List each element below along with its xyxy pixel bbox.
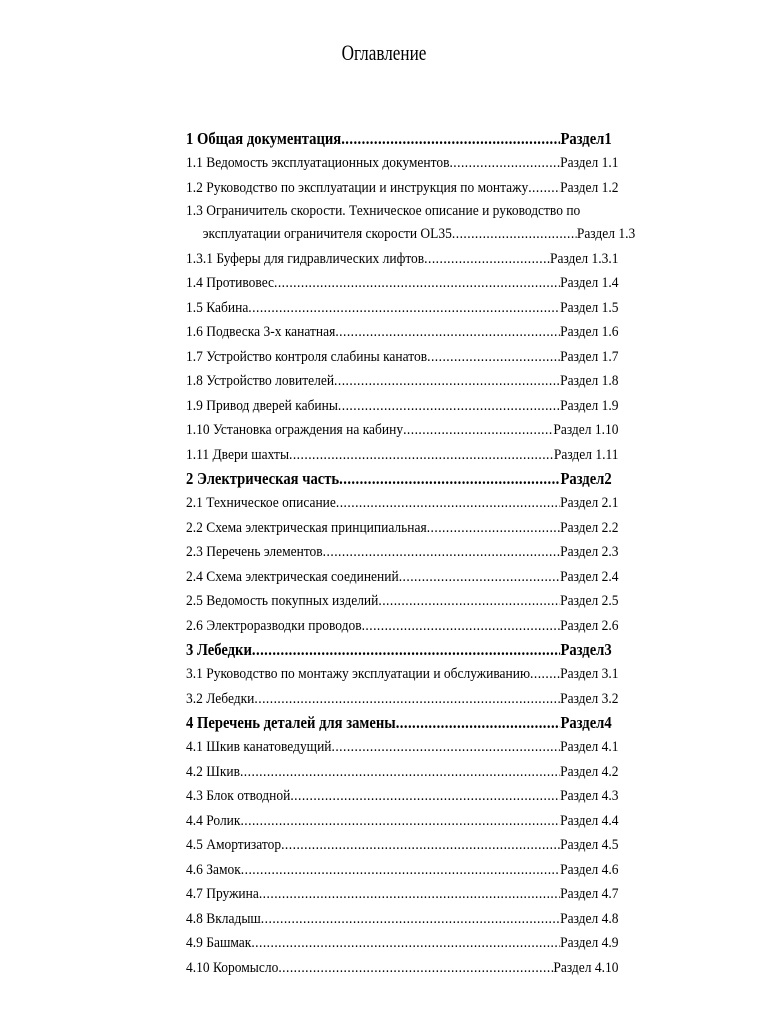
toc-dot-leader	[338, 394, 560, 419]
toc-entry-section-ref: Раздел 2.1	[560, 495, 619, 511]
toc-dot-leader	[449, 151, 560, 176]
toc-dot-leader	[278, 956, 553, 981]
toc-entry-section-ref: Раздел 1.10	[553, 422, 619, 438]
toc-entry	[186, 369, 618, 394]
toc-entry-title: 1.3.1 Буферы для гидравлических лифтов	[186, 250, 425, 267]
toc-dot-leader	[254, 687, 560, 712]
toc-entry-section-ref: Раздел 2.2	[560, 519, 619, 536]
toc-entry-title: 1 Общая документация	[186, 129, 342, 148]
toc-dot-leader	[341, 127, 560, 151]
toc-section-heading	[186, 711, 612, 735]
toc-entry-section-ref: Раздел 3.2	[560, 690, 619, 707]
toc-entry-title: 1.9 Привод дверей кабины	[186, 397, 338, 414]
toc-entry-section-ref: Раздел 4.8	[560, 910, 619, 927]
toc-entry-section-ref: Раздел 4.10	[553, 959, 619, 976]
toc-entry-title: 4.4 Ролик	[186, 812, 241, 829]
toc-entry-title: 2.2 Схема электрическая принципиальная	[186, 519, 427, 536]
toc-entry-section-ref: Раздел 4.1	[560, 739, 619, 755]
toc-entry-section-ref: Раздел4	[560, 713, 612, 732]
toc-entry-title: 3 Лебедки	[186, 640, 252, 659]
toc-entry-title: 4.6 Замок	[186, 861, 241, 878]
toc-dot-leader	[290, 784, 560, 809]
toc-dot-leader	[323, 540, 560, 565]
toc-entry-title: 1.3 Ограничитель скорости. Техническое описание и руководство по	[186, 203, 581, 219]
toc-entry-section-ref: Раздел 1.8	[560, 373, 619, 389]
toc-entry-title: 1.7 Устройство контроля слабины канатов	[186, 348, 428, 365]
toc-entry-section-ref: Раздел 4.6	[560, 861, 619, 878]
toc-entry-title: 2.6 Электроразводки проводов	[186, 617, 362, 634]
toc-entry-title: 4.1 Шкив канатоведущий	[186, 739, 332, 755]
toc-entry-section-ref: Раздел 4.9	[560, 935, 619, 951]
toc-entry-section-ref: Раздел 1.1	[560, 155, 619, 171]
toc-dot-leader	[289, 443, 554, 468]
toc-dot-leader	[452, 222, 577, 247]
toc-dot-leader	[399, 565, 560, 590]
toc-entry-section-ref: Раздел 1.4	[560, 275, 619, 291]
toc-entry-title: 2.4 Схема электрическая соединений	[186, 568, 399, 585]
toc-entry-section-ref: Раздел3	[560, 640, 612, 659]
toc-dot-leader	[336, 491, 560, 516]
toc-entry-title: 4.8 Вкладыш	[186, 910, 261, 927]
toc-entry-section-ref: Раздел 1.7	[560, 348, 619, 365]
toc-entry	[186, 735, 618, 760]
toc-entry	[186, 418, 618, 443]
toc-dot-leader	[334, 369, 560, 394]
page-title: Оглавление	[341, 40, 427, 65]
toc-entry-title: эксплуатации ограничителя скорости OL35	[202, 226, 452, 242]
toc-entry-section-ref: Раздел 1.11	[553, 446, 619, 463]
toc-section-heading	[186, 127, 612, 151]
toc-entry	[186, 296, 618, 321]
toc-entry-title: 4 Перечень деталей для замены	[186, 713, 396, 732]
toc-dot-leader	[274, 271, 560, 296]
toc-entry-title: 1.1 Ведомость эксплуатационных документов	[186, 155, 450, 171]
toc-entry	[186, 662, 618, 687]
toc-dot-leader	[378, 589, 560, 614]
toc-dot-leader	[427, 516, 560, 541]
toc-dot-leader	[528, 176, 560, 201]
toc-entry-section-ref: Раздел 1.5	[560, 299, 619, 316]
toc-entry	[186, 687, 618, 712]
toc-entry-section-ref: Раздел 1.3.1	[549, 250, 619, 267]
toc-entry-title: 3.1 Руководство по монтажу эксплуатации и обслуживанию	[186, 666, 531, 682]
toc-entry	[186, 589, 618, 614]
toc-entry	[186, 200, 618, 222]
toc-entry	[186, 565, 618, 590]
toc-entry-title: 1.4 Противовес	[186, 275, 275, 291]
toc-entry-section-ref: Раздел 4.2	[560, 763, 619, 780]
toc-entry	[186, 271, 618, 296]
toc-entry	[186, 907, 618, 932]
toc-entry-section-ref: Раздел1	[560, 129, 612, 148]
toc-entry	[186, 760, 618, 785]
toc-dot-leader	[281, 833, 560, 858]
table-of-contents	[186, 127, 636, 980]
toc-entry	[186, 809, 618, 834]
toc-dot-leader	[261, 907, 560, 932]
toc-dot-leader	[403, 418, 553, 443]
toc-entry-title: 3.2 Лебедки	[186, 690, 255, 707]
toc-entry-section-ref: Раздел 2.5	[560, 593, 619, 609]
toc-entry-title: 1.8 Устройство ловителей	[186, 373, 335, 389]
toc-entry-section-ref: Раздел 2.3	[560, 544, 619, 560]
toc-entry-section-ref: Раздел 4.5	[560, 837, 619, 853]
toc-dot-leader	[259, 882, 560, 907]
toc-entry-title: 2.5 Ведомость покупных изделий	[186, 593, 379, 609]
toc-entry	[186, 176, 618, 201]
toc-entry-section-ref: Раздел 2.4	[560, 568, 619, 585]
toc-entry-section-ref: Раздел 4.3	[560, 788, 619, 804]
toc-dot-leader	[362, 614, 560, 639]
toc-entry-title: 4.3 Блок отводной	[186, 788, 291, 804]
toc-entry-title: 4.2 Шкив	[186, 763, 240, 780]
toc-entry	[186, 833, 618, 858]
toc-section-heading	[186, 638, 612, 662]
toc-entry-section-ref: Раздел 4.7	[560, 886, 619, 902]
toc-dot-leader	[248, 296, 560, 321]
toc-entry	[186, 491, 618, 516]
toc-entry-title: 4.7 Пружина	[186, 886, 259, 902]
toc-dot-leader	[240, 809, 560, 834]
toc-dot-leader	[424, 247, 550, 272]
toc-entry	[186, 443, 618, 468]
toc-dot-leader	[252, 638, 561, 662]
toc-entry-title: 2.1 Техническое описание	[186, 495, 336, 511]
toc-entry	[186, 614, 618, 639]
toc-entry-title: 1.2 Руководство по эксплуатации и инструкция по монтажу	[186, 179, 529, 196]
toc-entry-title: 1.11 Двери шахты	[186, 446, 290, 463]
toc-entry	[186, 151, 618, 176]
toc-dot-leader	[335, 320, 560, 345]
toc-entry-section-ref: Раздел 1.9	[560, 397, 619, 414]
toc-entry-title: 4.9 Башмак	[186, 935, 252, 951]
toc-dot-leader	[339, 467, 560, 491]
toc-entry-section-ref: Раздел 1.3	[576, 226, 636, 242]
toc-entry	[186, 222, 635, 247]
toc-entry	[186, 882, 618, 907]
toc-entry-section-ref: Раздел 1.2	[560, 179, 619, 196]
toc-entry-title: 1.10 Установка ограждения на кабину	[186, 422, 404, 438]
toc-dot-leader	[530, 662, 560, 687]
toc-entry	[186, 394, 618, 419]
toc-entry	[186, 931, 618, 956]
toc-entry	[186, 784, 618, 809]
toc-entry	[186, 345, 618, 370]
toc-entry-title: 4.10 Коромысло	[186, 959, 279, 976]
toc-entry	[186, 320, 618, 345]
toc-entry	[186, 858, 618, 883]
toc-entry-title: 4.5 Амортизатор	[186, 837, 282, 853]
toc-dot-leader	[240, 760, 560, 785]
toc-entry	[186, 247, 618, 272]
toc-dot-leader	[332, 735, 561, 760]
toc-entry-title: 2 Электрическая часть	[186, 469, 340, 488]
toc-entry-section-ref: Раздел 4.4	[560, 812, 619, 829]
toc-entry-title: 1.6 Подвеска 3-х канатная	[186, 324, 336, 340]
toc-section-heading	[186, 467, 612, 491]
toc-entry-section-ref: Раздел 2.6	[560, 617, 619, 634]
toc-dot-leader	[241, 858, 560, 883]
toc-entry-title: 1.5 Кабина	[186, 299, 249, 316]
toc-entry-section-ref: Раздел 1.6	[560, 324, 619, 340]
toc-dot-leader	[251, 931, 560, 956]
toc-entry	[186, 540, 618, 565]
toc-entry-section-ref: Раздел 3.1	[560, 666, 619, 682]
toc-dot-leader	[427, 345, 560, 370]
toc-dot-leader	[396, 711, 561, 735]
toc-entry	[186, 516, 618, 541]
toc-entry-title: 2.3 Перечень элементов	[186, 544, 323, 560]
toc-entry	[186, 956, 618, 981]
toc-entry-section-ref: Раздел2	[560, 469, 612, 488]
